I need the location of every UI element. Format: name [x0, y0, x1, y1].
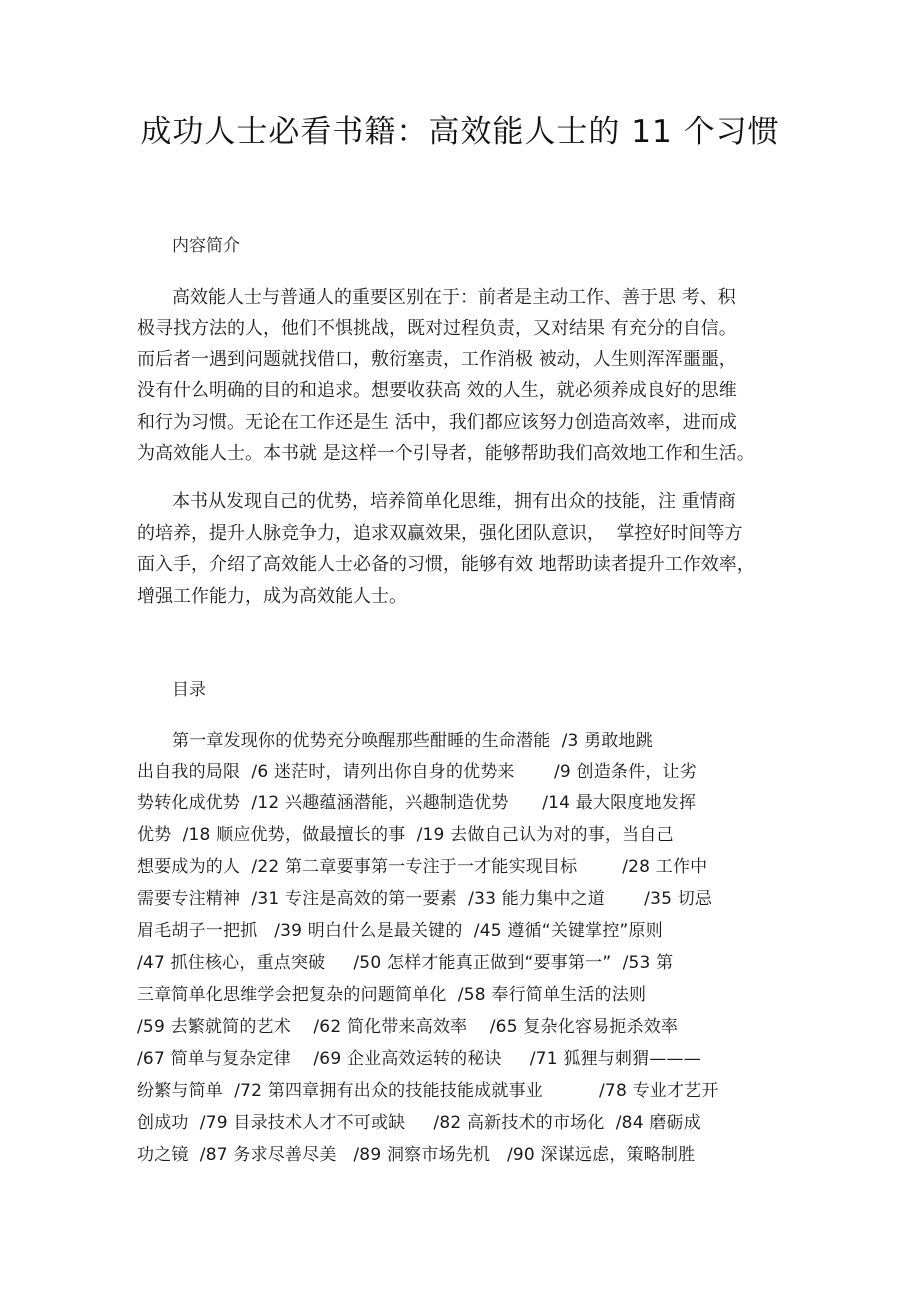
- toc-line: /59 去繁就简的艺术 /62 简化带来高效率 /65 复杂化容易扼杀效率: [137, 1017, 679, 1037]
- paragraph-line: 和行为习惯。无论在工作还是生 活中，我们都应该努力创造高效率，进而成: [137, 412, 737, 433]
- toc-line: 纷繁与简单 /72 第四章拥有出众的技能技能成就事业 /78 专业才艺开: [137, 1081, 719, 1101]
- toc-line: 需要专注精神 /31 专注是高效的第一要素 /33 能力集中之道 /35 切忌: [137, 889, 713, 909]
- toc-line: 眉毛胡子一把抓 /39 明白什么是最关键的 /45 遵循“关键掌控”原则: [137, 921, 663, 941]
- toc-line: 三章简单化思维学会把复杂的问题简单化 /58 奉行简单生活的法则: [137, 985, 647, 1005]
- toc-line: 优势 /18 顺应优势，做最擅长的事 /19 去做自己认为对的事，当自己: [137, 825, 674, 845]
- paragraph-line: 增强工作能力，成为高效能人士。: [137, 586, 407, 607]
- toc-line: 功之镜 /87 务求尽善尽美 /89 洞察市场先机 /90 深谋远虑，策略制胜: [137, 1145, 696, 1165]
- paragraph-line: 为高效能人士。本书就 是这样一个引导者，能够帮助我们高效地工作和生活。: [137, 443, 755, 464]
- toc-line: 出自我的局限 /6 迷茫时，请列出你自身的优势来 /9 创造条件，让劣: [137, 762, 697, 782]
- paragraph-line: 极寻找方法的人，他们不惧挑战，既对过程负责，又对结果 有充分的自信。: [137, 318, 737, 339]
- paragraph-line: 高效能人士与普通人的重要区别在于：前者是主动工作、善于思 考、积: [172, 287, 736, 308]
- document-title: 成功人士必看书籍：高效能人士的 11 个习惯: [140, 114, 780, 150]
- toc-line: 第一章发现你的优势充分唤醒那些酣睡的生命潜能 /3 勇敢地跳: [172, 731, 653, 751]
- paragraph-line: 本书从发现自己的优势，培养简单化思维，拥有出众的技能，注 重情商: [172, 491, 736, 512]
- paragraph-line: 面入手，介绍了高效能人士必备的习惯，能够有效 地帮助读者提升工作效率，: [137, 554, 755, 575]
- toc-line: /67 简单与复杂定律 /69 企业高效运转的秘诀 /71 狐狸与刺猬———: [137, 1049, 701, 1069]
- toc-heading: 目录: [172, 680, 206, 700]
- toc-line: 想要成为的人 /22 第二章要事第一专注于一才能实现目标 /28 工作中: [137, 857, 708, 877]
- paragraph-line: 没有什么明确的目的和追求。想要收获高 效的人生，就必须养成良好的思维: [137, 380, 737, 401]
- paragraph-line: 而后者一遇到问题就找借口，敷衍塞责，工作消极 被动，人生则浑浑噩噩，: [137, 349, 737, 370]
- toc-line: 创成功 /79 目录技术人才不可或缺 /82 高新技术的市场化 /84 磨砺成: [137, 1113, 701, 1133]
- paragraph-line: 的培养，提升人脉竞争力，追求双赢效果，强化团队意识， 掌控好时间等方: [137, 523, 743, 544]
- toc-line: /47 抓住核心，重点突破 /50 怎样才能真正做到“要事第一” /53 第: [137, 953, 674, 973]
- toc-line: 势转化成优势 /12 兴趣蕴涵潜能，兴趣制造优势 /14 最大限度地发挥: [137, 793, 697, 813]
- intro-heading: 内容简介: [172, 236, 240, 256]
